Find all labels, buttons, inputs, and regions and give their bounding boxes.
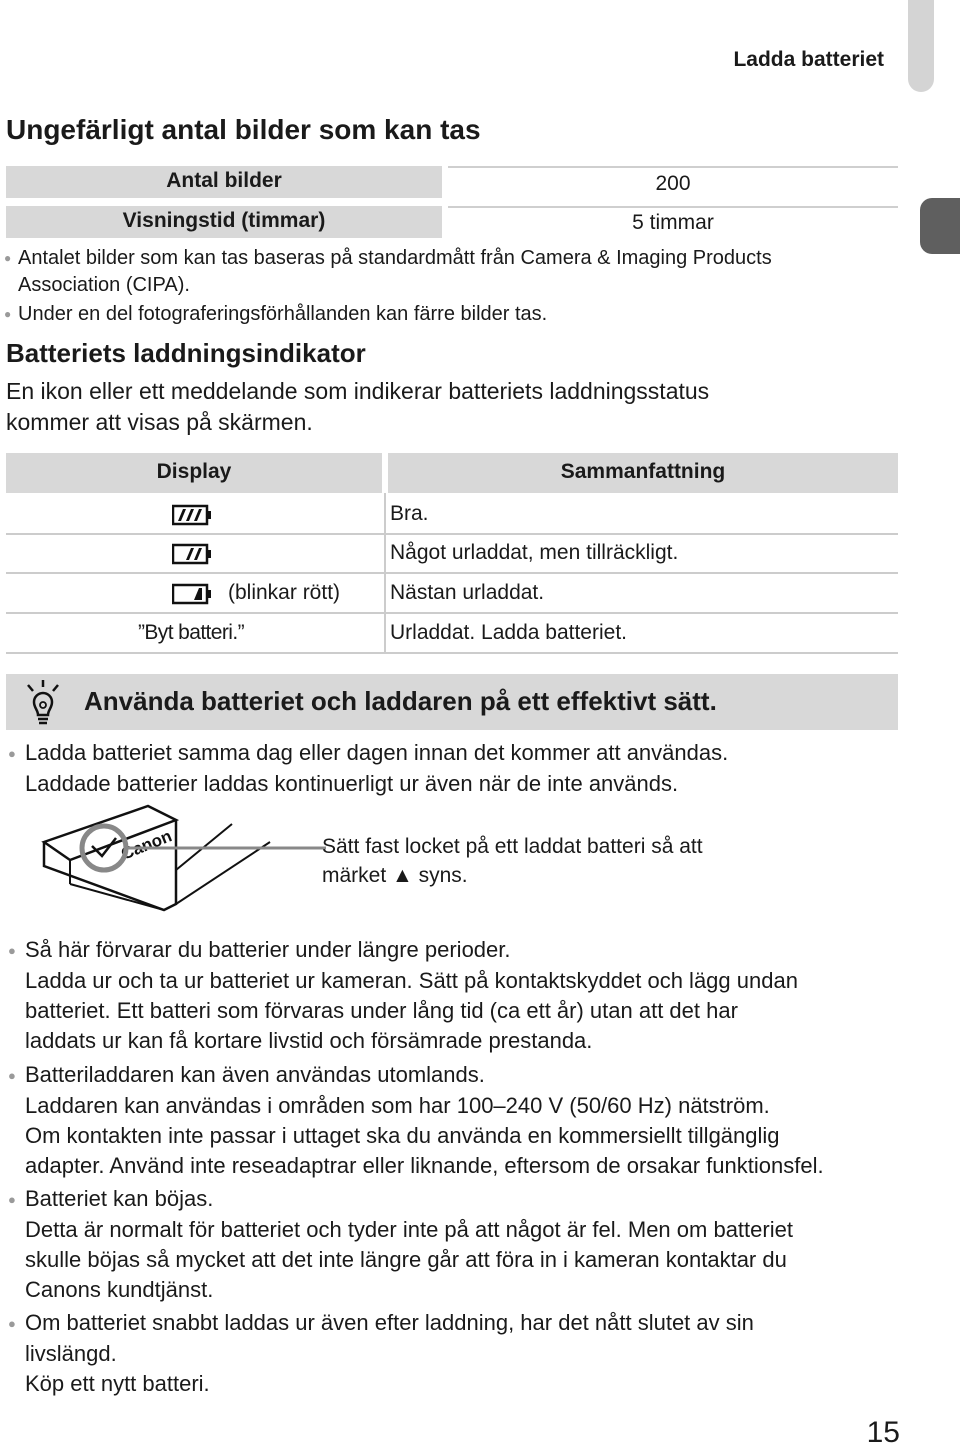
display-text: (blinkar rött) (228, 581, 341, 604)
bullet-bend: ● Batteriet kan böjas. Detta är normalt för batteriet och tyder inte på att något är fel. Men om batteriet skulle böjas så mycket att det inte längre går att föra in i kameran kontaktar du Canons kundtjänst. (8, 1186, 793, 1303)
battery-low-icon (172, 582, 212, 606)
bullet-abroad: ● Batteriladdaren kan även användas utomlands. Laddaren kan användas i områden som har 100–240 V (50/60 Hz) nätström. Om kontakten inte passar i uttaget ska du använda en kommersiellt tillgänglig adapter. Använd inte reseadaptrar eller liknande, eftersom de orsakar funktionsfel. (8, 1062, 824, 1179)
heading-shots: Ungefärligt antal bilder som kan tas (6, 114, 481, 145)
bullet-dot: ● (8, 746, 16, 762)
tip-title: Använda batteriet och laddaren på ett effektivt sätt. (84, 686, 717, 716)
indicator-intro: En ikon eller ett meddelande som indikerar batteriets laddningsstatus kommer att visas på skärmen. (6, 378, 710, 435)
row-label: Visningstid (timmar) (6, 206, 442, 238)
brand-mark: Canon (118, 826, 175, 864)
lightbulb-icon (22, 678, 64, 728)
divider (6, 533, 898, 535)
chapter-tab-marker (920, 198, 960, 254)
summary-text: Något urladdat, men tillräckligt. (390, 541, 679, 564)
display-text: ”Byt batteri.” (138, 621, 244, 644)
note-conditions: ● Under en del fotograferingsförhållanden kan färre bilder tas. (4, 301, 904, 328)
row-label: Antal bilder (6, 166, 442, 198)
summary-text: Urladdat. Ladda batteriet. (390, 621, 627, 644)
bullet-dot: ● (8, 1316, 16, 1332)
battery-cover-illustration (36, 800, 326, 916)
heading-indicator: Batteriets laddningsindikator (6, 338, 366, 368)
tip-bullet-charge: ● Ladda batteriet samma dag eller dagen innan det kommer att användas. Laddade batterier laddas kontinuerligt ur även när de inte används. (8, 740, 729, 797)
bullet-dot: ● (4, 307, 12, 322)
page-number: 15 (866, 1416, 900, 1449)
bullet-dot: ● (8, 1192, 16, 1208)
running-header: Ladda batteriet (733, 48, 884, 71)
divider (6, 572, 898, 574)
bullet-dot: ● (8, 943, 16, 959)
note-cipa: ● Antalet bilder som kan tas baseras på standardmått från Camera & Imaging Products Association (CIPA). (4, 247, 772, 297)
bullet-dot: ● (8, 1068, 16, 1084)
illustration-caption: Sätt fast locket på ett laddat batteri så att märket ▲ syns. (322, 835, 703, 887)
divider (6, 612, 898, 614)
battery-full-icon (172, 503, 212, 527)
battery-partial-icon (172, 542, 212, 566)
bullet-storage: ● Så här förvarar du batterier under längre perioder. Ladda ur och ta ur batteriet ur kameran. Sätt på kontaktskyddet och lägg undan batteriet. Ett batteri som förvaras under lång tid (ca ett år) utan att det har laddats ur kan få kortare livstid och försämrade prestanda. (8, 937, 798, 1054)
bullet-dot: ● (4, 251, 12, 266)
row-value: 200 (655, 172, 691, 195)
divider (6, 652, 898, 654)
column-header-display: Display (6, 453, 382, 493)
table-row (6, 166, 898, 198)
column-header-summary: Sammanfattning (388, 453, 898, 493)
chapter-tab-top (908, 0, 934, 92)
bullet-lifespan: ● Om batteriet snabbt laddas ur även efter laddning, har det nått slutet av sin livslängd. Köp ett nytt batteri. (8, 1310, 754, 1397)
table-row (6, 206, 898, 238)
row-value: 5 timmar (632, 211, 714, 234)
summary-text: Bra. (390, 502, 429, 525)
summary-text: Nästan urladdat. (390, 581, 545, 604)
